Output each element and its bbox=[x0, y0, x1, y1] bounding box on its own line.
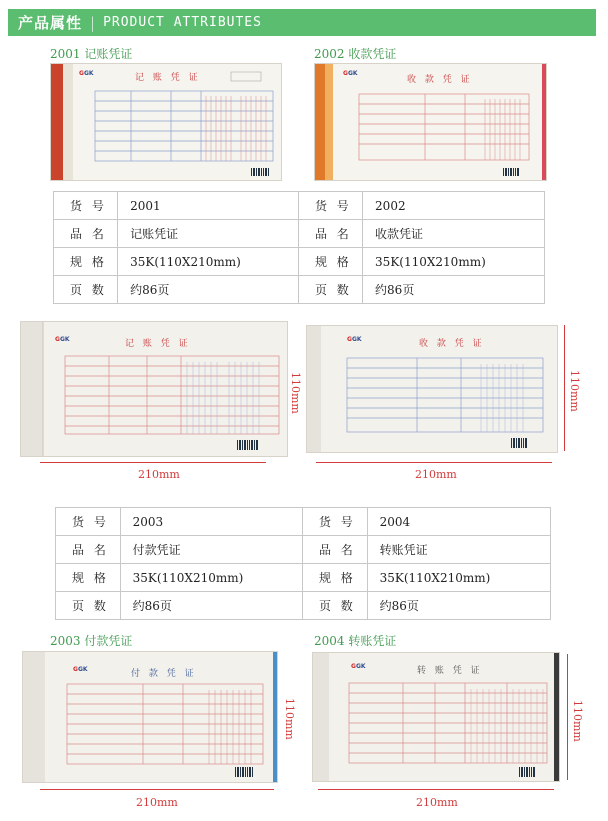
header-title-cn: 产品属性 bbox=[18, 14, 83, 32]
label-item-no: 货 号 bbox=[298, 192, 362, 220]
label-product-name: 品 名 bbox=[54, 220, 118, 248]
brand-logo: GGK bbox=[79, 70, 94, 77]
table-row bbox=[54, 248, 545, 276]
value-item-no: 2001 bbox=[118, 192, 299, 220]
value-product-name: 付款凭证 bbox=[120, 536, 302, 564]
value-pages: 约86页 bbox=[118, 276, 299, 304]
height-label-2002: 110mm bbox=[568, 370, 581, 412]
voucher-image-2002 bbox=[314, 63, 547, 181]
voucher-title: 收 款 凭 证 bbox=[407, 75, 473, 85]
brand-logo: GGK bbox=[73, 666, 88, 673]
table-row bbox=[56, 536, 551, 564]
caption-2003: 2003 付款凭证 bbox=[50, 634, 133, 648]
width-dimension-line bbox=[318, 789, 554, 790]
height-dimension-line bbox=[564, 325, 565, 451]
voucher-title: 记 账 凭 证 bbox=[135, 73, 201, 83]
voucher-booklet-2001 bbox=[20, 321, 288, 457]
voucher-booklet-2004 bbox=[312, 652, 560, 782]
voucher-booklet-2002 bbox=[306, 325, 558, 453]
value-spec: 35K(110X210mm) bbox=[120, 564, 302, 592]
value-pages: 约86页 bbox=[120, 592, 302, 620]
caption-2001: 2001 记账凭证 bbox=[50, 47, 133, 61]
value-item-no: 2002 bbox=[363, 192, 545, 220]
table-row bbox=[56, 564, 551, 592]
width-label-2004: 210mm bbox=[416, 796, 458, 809]
header-title-en: PRODUCT ATTRIBUTES bbox=[103, 15, 262, 30]
value-product-name: 转账凭证 bbox=[367, 536, 550, 564]
brand-logo: GGK bbox=[347, 336, 362, 343]
label-item-no: 货 号 bbox=[54, 192, 118, 220]
height-label-2003: 110mm bbox=[283, 698, 296, 740]
voucher-image-2001 bbox=[50, 63, 282, 181]
width-dimension-line bbox=[40, 789, 274, 790]
label-pages: 页 数 bbox=[56, 592, 121, 620]
value-spec: 35K(110X210mm) bbox=[118, 248, 299, 276]
label-pages: 页 数 bbox=[302, 592, 367, 620]
voucher-booklet-2003 bbox=[22, 651, 278, 783]
value-spec: 35K(110X210mm) bbox=[363, 248, 545, 276]
voucher-title: 转 账 凭 证 bbox=[417, 666, 483, 676]
label-spec: 规 格 bbox=[298, 248, 362, 276]
label-product-name: 品 名 bbox=[56, 536, 121, 564]
table-row bbox=[56, 592, 551, 620]
label-item-no: 货 号 bbox=[56, 508, 121, 536]
voucher-title: 收 款 凭 证 bbox=[419, 339, 485, 349]
table-row bbox=[56, 508, 551, 536]
width-label-2002: 210mm bbox=[415, 468, 457, 481]
width-label-2001: 210mm bbox=[138, 468, 180, 481]
brand-logo: GGK bbox=[55, 336, 70, 343]
label-product-name: 品 名 bbox=[298, 220, 362, 248]
value-pages: 约86页 bbox=[363, 276, 545, 304]
value-item-no: 2004 bbox=[367, 508, 550, 536]
caption-2004: 2004 转账凭证 bbox=[314, 634, 397, 648]
width-label-2003: 210mm bbox=[136, 796, 178, 809]
product-table-1 bbox=[53, 191, 545, 304]
caption-2002: 2002 收款凭证 bbox=[314, 47, 397, 61]
label-spec: 规 格 bbox=[56, 564, 121, 592]
width-dimension-line bbox=[316, 462, 552, 463]
value-spec: 35K(110X210mm) bbox=[367, 564, 550, 592]
height-label-2001: 110mm bbox=[289, 372, 302, 414]
table-row bbox=[54, 192, 545, 220]
label-pages: 页 数 bbox=[54, 276, 118, 304]
brand-logo: GGK bbox=[351, 663, 366, 670]
value-product-name: 收款凭证 bbox=[363, 220, 545, 248]
table-row bbox=[54, 220, 545, 248]
label-spec: 规 格 bbox=[302, 564, 367, 592]
value-item-no: 2003 bbox=[120, 508, 302, 536]
section-header bbox=[8, 9, 596, 36]
height-dimension-line bbox=[567, 654, 568, 780]
brand-logo: GGK bbox=[343, 70, 358, 77]
voucher-title: 付 款 凭 证 bbox=[131, 669, 197, 679]
product-table-2 bbox=[55, 507, 551, 620]
voucher-title: 记 账 凭 证 bbox=[125, 339, 191, 349]
table-row bbox=[54, 276, 545, 304]
height-label-2004: 110mm bbox=[571, 700, 584, 742]
label-pages: 页 数 bbox=[298, 276, 362, 304]
label-spec: 规 格 bbox=[54, 248, 118, 276]
value-pages: 约86页 bbox=[367, 592, 550, 620]
label-product-name: 品 名 bbox=[302, 536, 367, 564]
value-product-name: 记账凭证 bbox=[118, 220, 299, 248]
header-separator: | bbox=[90, 13, 96, 32]
width-dimension-line bbox=[40, 462, 266, 463]
label-item-no: 货 号 bbox=[302, 508, 367, 536]
